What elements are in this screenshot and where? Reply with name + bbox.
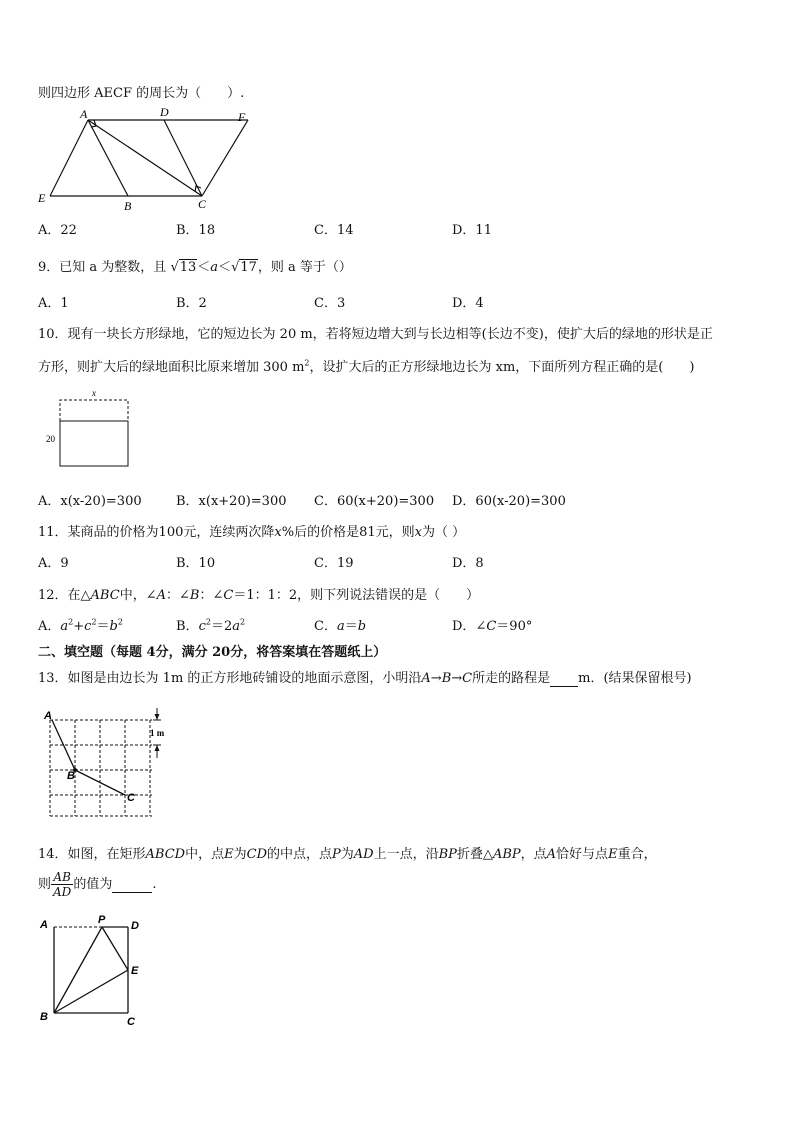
q12-angle-c: C xyxy=(223,588,234,603)
q8-option-b: B．18 xyxy=(176,223,216,238)
q12-text-a: 12．在 xyxy=(38,588,81,603)
q9-lt-1: ＜ xyxy=(197,260,211,275)
q14-stem-line-2 xyxy=(38,870,156,899)
q13-label-B: B xyxy=(67,770,75,782)
q12-a-t1: a xyxy=(60,619,69,634)
q10-option-d: D．60(x-20)=300 xyxy=(452,494,566,509)
q12-b-s1: 2 xyxy=(205,617,211,627)
q8-option-c: C．14 xyxy=(314,223,354,238)
q13-point-a: A xyxy=(421,671,431,686)
q10-option-c: C．60(x+20)=300 xyxy=(314,494,435,509)
q10-figure xyxy=(40,384,140,470)
q8-stem: 则四边形 AECF 的周长为（ ）. xyxy=(38,86,245,101)
q12-b-t1: c xyxy=(198,619,206,634)
q14-seg-bp: BP xyxy=(438,847,457,862)
q8-label-F: F xyxy=(238,110,246,124)
q11-price: 100 xyxy=(158,525,184,540)
q14-text-u: 的值为 xyxy=(73,877,113,892)
q10-label-20: 20 xyxy=(46,434,55,444)
section-heading-fill-in: 二、填空题（每题 4分，满分 20分，将答案填在答题纸上） xyxy=(38,645,387,660)
q13-point-c: C xyxy=(462,671,473,686)
q12-option-b-label: B． xyxy=(176,619,199,634)
q8-option-a: A．22 xyxy=(38,223,77,238)
q14-text-k: 上一点，沿 xyxy=(373,847,439,862)
q12-triangle: △ABC xyxy=(80,588,120,603)
q8-label-A: A xyxy=(80,107,88,121)
q12-a-t2: + xyxy=(73,619,85,634)
q10-line-2b: ，设扩大后的正方形绿地边长为 xm，下面所列方程正确的是( ) xyxy=(309,360,695,375)
q12-text-c: 中，∠ xyxy=(119,588,157,603)
q13-point-b: B xyxy=(441,671,452,686)
q13-scale-label: 1 m xyxy=(150,728,165,738)
q11-option-b: B．10 xyxy=(176,556,216,571)
q8-option-d: D．11 xyxy=(452,223,492,238)
q13-text-g: 所走的路程是 xyxy=(472,671,551,686)
q9-option-c: C．3 xyxy=(314,296,346,311)
q12-a-t3: c xyxy=(84,619,92,634)
q8-label-D: D xyxy=(160,105,169,119)
q11-text-e: %后的价格是 xyxy=(281,525,360,540)
q9-lt-2: ＜ xyxy=(218,260,232,275)
q9-prefix: 9．已知 a 为整数，且 xyxy=(38,260,167,275)
q14-triangle: △ABP xyxy=(482,847,521,862)
q13-arrow-2: → xyxy=(451,671,463,686)
q14-label-A: A xyxy=(40,919,48,931)
q14-text-v: . xyxy=(152,877,157,892)
q11-stem xyxy=(38,521,465,540)
q12-d-t3: ＝90° xyxy=(496,619,533,634)
q12-option-a-label: A． xyxy=(38,619,61,634)
q13-answer-blank xyxy=(550,671,578,687)
q14-label-B: B xyxy=(40,1011,48,1023)
q12-b-t2: ＝2 xyxy=(210,619,233,634)
q14-denominator: AD xyxy=(53,885,72,899)
q12-a-s2: 2 xyxy=(91,617,97,627)
q14-text-g: 的中点，点 xyxy=(267,847,333,862)
q14-seg-ad: AD xyxy=(353,847,374,862)
q10-option-b: B．x(x+20)=300 xyxy=(176,494,287,509)
q12-option-d xyxy=(452,615,532,634)
q14-answer-blank xyxy=(112,877,152,893)
q9-sqrt-13: √13 xyxy=(170,260,197,275)
q12-c-t3: b xyxy=(357,619,367,634)
q12-c-t2: ＝ xyxy=(344,619,358,634)
q14-point-e: E xyxy=(224,847,234,862)
q8-label-C: C xyxy=(198,197,207,211)
q14-text-m: 折叠 xyxy=(456,847,483,862)
q14-numerator: AB xyxy=(51,870,73,885)
q12-angle-a: A xyxy=(156,588,166,603)
q10-line-1: 10．现有一块长方形绿地，它的短边长为 20 m，若将短边增大到与长边相等(长边不变)，使扩大后的绿地的形状是正 xyxy=(38,327,713,342)
q13-text-a: 13．如图是由边长为 1m 的正方形地砖铺设的地面示意图，小明沿 xyxy=(38,671,422,686)
q9-var: a xyxy=(210,260,219,275)
q14-label-P: P xyxy=(98,914,106,926)
q14-text-i: 为 xyxy=(340,847,354,862)
q12-d-t2: C xyxy=(486,619,497,634)
q11-option-c: C．19 xyxy=(314,556,354,571)
q12-a-t5: b xyxy=(109,619,118,634)
q10-line-2 xyxy=(38,356,694,375)
q12-a-s1: 2 xyxy=(68,617,74,627)
q11-option-d: D．8 xyxy=(452,556,484,571)
q12-angle-b: B xyxy=(189,588,200,603)
q9-option-a: A．1 xyxy=(38,296,69,311)
q14-text-s: 重合， xyxy=(617,847,657,862)
q14-text-e: 为 xyxy=(233,847,247,862)
q13-label-C: C xyxy=(127,792,135,804)
q14-rect: ABCD xyxy=(145,847,186,862)
q8-label-B: B xyxy=(124,199,132,213)
q13-text-h: m．(结果保留根号) xyxy=(578,671,692,686)
q14-text-a: 14．如图，在矩形 xyxy=(38,847,146,862)
q14-point-a: A xyxy=(546,847,557,862)
q9-radicand-2: 17 xyxy=(240,260,257,275)
q12-b-t3: a xyxy=(232,619,240,634)
q9-radicand-1: 13 xyxy=(179,260,197,275)
q12-option-a xyxy=(38,615,123,634)
q12-text-e: ：∠ xyxy=(165,588,190,603)
q11-option-a: A．9 xyxy=(38,556,69,571)
q11-text-a: 11．某商品的价格为 xyxy=(38,525,159,540)
q9-stem xyxy=(38,256,352,275)
q9-suffix: ，则 a 等于（） xyxy=(257,260,352,275)
q8-label-E: E xyxy=(38,191,46,205)
q14-seg-cd: CD xyxy=(246,847,268,862)
q10-option-a: A．x(x-20)=300 xyxy=(38,494,142,509)
q14-figure xyxy=(34,912,154,1032)
q14-point-p: P xyxy=(332,847,341,862)
q14-point-e-2: E xyxy=(608,847,618,862)
q14-stem-line-1 xyxy=(38,843,657,862)
q10-sup: 2 xyxy=(304,358,310,368)
q13-arrow-1: → xyxy=(430,671,442,686)
q11-var-x: x xyxy=(274,525,282,540)
q13-stem xyxy=(38,667,692,687)
q12-a-s3: 2 xyxy=(117,617,123,627)
q12-b-s2: 2 xyxy=(239,617,246,627)
q12-option-b xyxy=(176,615,245,634)
q14-text-t: 则 xyxy=(38,877,52,892)
q10-line-2a: 方形，则扩大后的绿地面积比原来增加 300 m xyxy=(38,360,305,375)
q12-stem xyxy=(38,584,479,603)
q9-sqrt-17: √17 xyxy=(231,260,257,275)
q12-option-c-label: C． xyxy=(314,619,337,634)
q12-option-c xyxy=(314,615,366,634)
q12-d-t1: ∠ xyxy=(475,619,487,634)
q12-a-t4: ＝ xyxy=(96,619,110,634)
q13-label-A: A xyxy=(44,710,52,722)
q9-option-d: D．4 xyxy=(452,296,484,311)
q14-text-c: 中，点 xyxy=(185,847,225,862)
q14-fraction xyxy=(51,870,73,899)
q13-figure xyxy=(40,700,180,820)
q11-final-price: 81 xyxy=(359,525,376,540)
q14-label-C: C xyxy=(127,1016,135,1028)
q8-figure xyxy=(30,104,260,216)
q12-text-i: ＝1：1：2，则下列说法错误的是（ ） xyxy=(233,588,480,603)
q14-label-E: E xyxy=(131,965,139,977)
q9-option-b: B．2 xyxy=(176,296,207,311)
q11-text-i: 为（ ） xyxy=(422,525,466,540)
q11-text-g: 元，则 xyxy=(375,525,415,540)
q14-text-q: 恰好与点 xyxy=(556,847,609,862)
q11-var-x-2: x xyxy=(414,525,422,540)
q12-c-t1: a xyxy=(336,619,345,634)
q12-option-d-label: D． xyxy=(452,619,476,634)
q12-text-g: ：∠ xyxy=(199,588,224,603)
q10-label-x: x xyxy=(92,388,96,398)
q14-text-o: ，点 xyxy=(520,847,547,862)
q14-label-D: D xyxy=(131,920,139,932)
q11-text-c: 元，连续两次降 xyxy=(183,525,275,540)
